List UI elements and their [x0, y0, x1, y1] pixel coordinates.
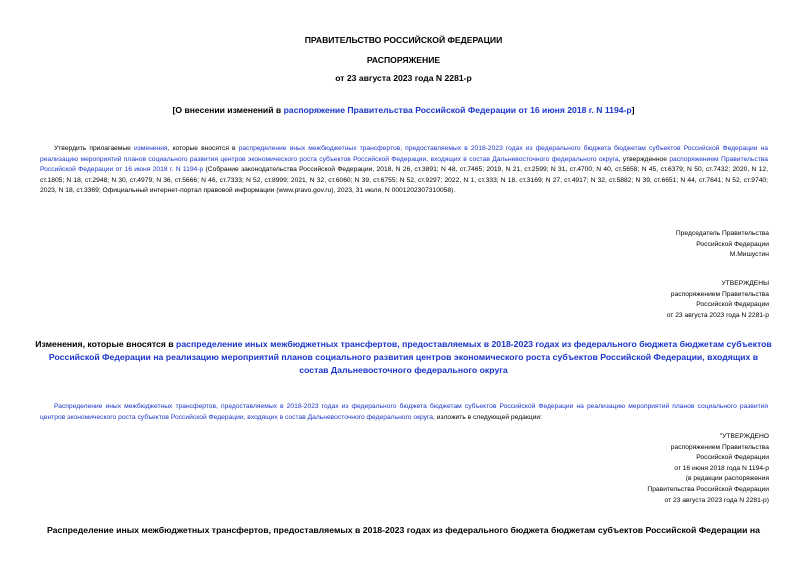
distribution-link[interactable]: распределение иных межбюджетных трансфертов, предоставляемых в 2018-2023 годах из федерального бюджета бюджетам субъектов Российской Федерации на реализацию мероприятий планов социального развития центров экономического роста субъектов Российской Федерации, входящих в состав Дальневосточного федерального округа [40, 145, 768, 163]
p1-text-d: (Собрание законодательства Российской Федерации, 2018, N 26, ст.3891; N 48, ст.7465; 2019, N 21, ст.2599; N 31, ст.4700; N 40, ст.5658; N 45, ст.6379; N 50, ст.7432; 2020, N 12, ст.1805; N 18, ст.2948; N 30, ст.4979; N 36, ст.5666; N 46, ст.7333; N 52, ст.8999; 2021, N 32, ст.6060; N 39, ст.6755; N 52, ст.9297; 2022, N 1, ст.333; N 18, ст.3169; N 27, ст.4917; N 32, ст.5882; N 39, ст.6651; N 44, ст.7641; N 52, ст.9740; 2023, N 18, ст.3369; Официальный интернет-портал правовой информации (www.pravo.gov.ru), 2023, 31 июля, N 0001202307310058). [40, 166, 768, 195]
approved-line-2: распоряжением Правительства [670, 290, 769, 298]
approved-line-4: от 23 августа 2023 года N 2281-р [666, 311, 769, 319]
changes-title-link[interactable]: распределение иных межбюджетных трансфертов, предоставляемых в 2018-2023 годах из федерального бюджета бюджетам субъектов Российской Федерации на реализацию мероприятий планов социального развития центров экономического роста субъектов Российской Федерации, входящих в состав Дальневосточного федерального округа [48, 339, 772, 375]
signature-name: М.Мишустин [729, 251, 769, 259]
changes-title [34, 338, 773, 377]
changes-body-link[interactable]: Распределение иных межбюджетных трансфертов, предоставляемых в 2018-2023 годах из федерального бюджета бюджетам субъектов Российской Федерации на реализацию мероприятий планов социального развития центров экономического роста субъектов Российской Федерации, входящих в состав Дальневосточного федерального округа [40, 403, 768, 421]
approved-heading: УТВЕРЖДЕНЫ [721, 280, 769, 287]
order-1194-link[interactable]: распоряжением Правительства Российской Федерации от 16 июня 2018 г. N 1194-р [40, 155, 768, 174]
document-date-number: от 23 августа 2023 года N 2281-р [335, 73, 472, 83]
approved2-line-1: "УТВЕРЖДЕНО [719, 433, 769, 440]
changes-paragraph [40, 402, 768, 423]
p1-text-b: , которые вносятся в [167, 145, 239, 152]
subject-close: ] [631, 105, 635, 115]
approved-block [469, 279, 769, 321]
main-paragraph [40, 144, 768, 197]
approved2-line-7: от 23 августа 2023 года N 2281-р) [664, 496, 769, 504]
p1-text-a: Утвердить прилагаемые [54, 145, 134, 152]
approved2-line-5: (в редакции распоряжения [685, 475, 769, 483]
distribution-table-title: Распределение иных межбюджетных трансфертов, предоставляемых в 2018-2023 годах из федерального бюджета бюджетам субъектов Российской Федерации на [47, 525, 760, 535]
signature-country: Российской Федерации [696, 240, 769, 248]
document-type: РАСПОРЯЖЕНИЕ [366, 55, 441, 65]
government-title: ПРАВИТЕЛЬСТВО РОССИЙСКОЙ ФЕДЕРАЦИИ [304, 35, 503, 45]
changes-title-text: Изменения, которые вносятся в [35, 339, 177, 349]
signature-position: Председатель Правительства [675, 230, 769, 237]
approved-edition-block [469, 432, 769, 506]
p1-text-c: , утвержденное [618, 155, 670, 163]
approved-line-3: Российской Федерации [696, 301, 769, 309]
changes-link[interactable]: изменения [133, 145, 168, 152]
changes-body-tail: , изложить в следующей редакции: [433, 413, 542, 421]
approved2-line-4: от 16 июня 2018 года N 1194-р [674, 464, 769, 472]
signature-block [469, 229, 769, 261]
approved2-line-3: Российской Федерации [696, 454, 769, 462]
approved2-line-6: Правительства Российской Федерации [647, 485, 769, 493]
document-subject [0, 105, 807, 115]
approved2-line-2: распоряжением Правительства [670, 443, 769, 451]
subject-link[interactable]: распоряжение Правительства Российской Федерации от 16 июня 2018 г. N 1194-р [283, 105, 632, 115]
subject-open: [О внесении изменений в [172, 105, 284, 115]
